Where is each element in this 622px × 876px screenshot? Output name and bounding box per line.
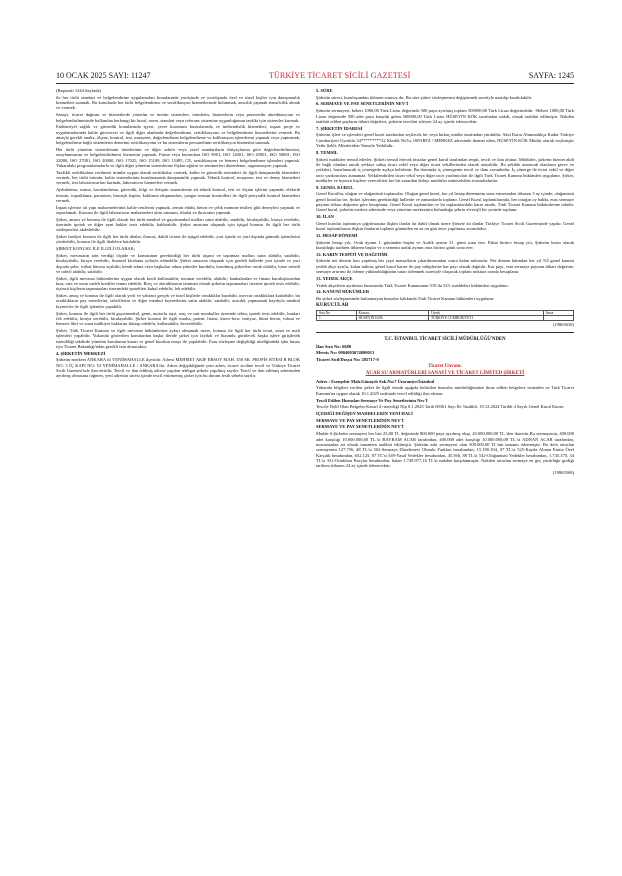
section-title: 12. KARIN TESPİTİ VE DAĞITIMI: [316, 251, 388, 257]
supporting-documents: Tescile Delil Olan Belgeler:Kararl 2+noterliği Nin 8.1.2025 Tarih 00361 Sayı İle Tasdikli, 19.12.2024 Tarihli 4 Sayılı Genel Kurul Kararı: [316, 404, 564, 410]
company-title: ACAR SU ARMATÜRLERİ SANAYİ VE TİCARET LİMİTED ŞİRKETİ: [365, 371, 525, 377]
paragraph: Şirket, ilgili mevzuat hükümlerine uygun olarak kredi kullanabilir, teminat verebilir, alabilir; bankalardan ve finans kuruluşlarından kısa, orta ve uzun vadeli krediler temin edebilir. Borç ve alacaklarının teminatı olarak şirketin taşınmazları üzerine ipotek tesis edebilir, üçüncü kişilerin taşınmazları üzerindeki ipotekleri kabul edebilir, fek edebilir.: [56, 275, 300, 292]
section-text: Şirketin hesap yılı, Ocak ayının 1. gününden başlar ve Aralık ayının 31. günü sona erer. Fakat birinci hesap yılı, Şirketin kesin olarak kurulduğu tarihten itibaren başlar ve o senenin aralık ayının otuz birinci günü sona erer.: [316, 239, 574, 251]
gazette-title: TÜRKİYE TİCARET SİCİLİ GAZETESİ: [268, 70, 411, 80]
table-cell: [544, 315, 574, 320]
amended-subtitle: SERMAYE VE PAY SENETLERİNİN NEV'İ: [316, 424, 404, 430]
trade-name-label: Ticaret Unvanı:: [428, 363, 462, 369]
section-text: Şirketin süresi, kuruluşundan itibaren sınırsız dır. Bu süre şirket sözleşmesini değiştirmek suretiyle uzatılıp kısaltılabilir.: [316, 94, 533, 100]
registry-office-heading: T.C. İSTANBUL TİCARET SİCİLİ MÜDÜRLÜĞÜ'NDEN: [384, 336, 506, 342]
notice-text: Yukarıda bilgileri verilen şirket ile ilgili olarak aşağıda belirtilen hususlar müdürlüğümüze ibraz edilen belgelere istinaden ve Türk Ticaret Kanunu'na uygun olarak 10.1.2025 tarihinde tescil edildiği ilan olunur.: [316, 385, 574, 396]
table-header: İmza: [544, 310, 574, 315]
table-header: Uyruk: [428, 310, 543, 315]
header-date-issue: 10 OCAK 2025 SAYI: 11247: [56, 70, 151, 80]
founders-title: KURUCULAR: [316, 302, 349, 308]
section-title: 4. ŞİRKETİN MERKEZİ: [56, 350, 106, 356]
paragraph: Şirket, konusu ile ilgili her türlü gayrimenkul, gemi, motorlu taşıt, araç ve sair menkuller üzerinde rehin, ipotek tesis edebilir, bunları fek edebilir, kiraya verebilir, kiralayabilir. Şirket konusu ile ilgili marka, patent, lisans, know-how, imtiyaz, ihtira beratı, ruhsat ve benzeri fikri ve sınai mülkiyet haklarını iktisap edebilir, kullanabilir, devredebilir.: [56, 310, 300, 327]
table-cell: HÜSEYİN KÖK: [356, 315, 428, 320]
section-text: Bu şirket sözleşmesinde bulunmayan hususlar hakkında Türk Ticaret Kanunu hükümleri uygulanır.: [316, 296, 495, 302]
right-column: [316, 88, 574, 477]
section-title: 13. YEDEK AKÇE: [316, 275, 353, 281]
reference-number: (19865638): [553, 322, 574, 328]
amended-articles-title: İÇERİĞİ DEĞİŞEN MADDELERİN YENİ HALİ: [316, 410, 413, 416]
section-title: 9. GENEL KURUL: [316, 184, 354, 190]
founders-table: [316, 310, 574, 322]
section-title: 11. HESAP DÖNEMİ: [316, 232, 358, 238]
paragraph: ŞİRKET KONUSU İLE İLGİLİ OLARAK;: [56, 246, 136, 252]
table-cell: 1: [317, 315, 357, 320]
amended-text: Madde 6-Şirketin sermayesi her biri 25,00 TL değerinde 800.000 paya ayrılmış olup, 20.000.000,00 TL.'den ibarettir.Bu sermayenin, 400.000 adet karşılığı 10.000.000,00 TL.'si BAYRAM ACAR tarafından, 400.000 adet karşılığı 10.000.000,00 TL.'si ADNAN ACAR tarafından, muvazaadan ari olarak tamamen taahhüt edilmiştir. Şirketin eski sermayesi olan 500.000,00 TL'nin tamamı ödenmiştir. Bu defa artırılan sermayenin 127.756, 48 TL'si 502-Sermaye Düzeltmesi Olumlu Farkları hesabından, 15.180.104, 07 TL'si 525-Kayda Alınan Emtia Özel Karşılık hesabından, 652.125, 07 TL'si 549-Yasal Yedekler hesabından, 45.566, 88 TL'si 542-Olağanüstü Yedekler hesabından, 1.745.370, 34 TL'si 331-Ortaklara Borçlar hesabından, kalan 1.749.077,16 TL'si nakden karşılanmıştır. Nakden artırılan sermaye en geç yürürlüğe girdiği tarihten itibaren 24 ay içinde ödenecektir.: [316, 431, 574, 469]
table-cell: TÜRKİYE CUMHURİYETİ: [428, 315, 543, 320]
paragraph: Şirket, Türk Ticaret Kanunu ve ilgili mevzuat hükümlerine aykırı olmamak üzere, konusu ile ilgili her türlü ticari, sınai ve mali işlemleri yapabilir. Yukarıda gösterilen konulardan başka ileride şirket için faydalı ve lüzumlu görülecek başka işlere girişilmek istenildiği takdirde yönetim kurulunun kararı ve genel kurulun onayı ile yapılabilir. Esas sözleşme değişikliği niteliğindeki işbu husus için Ticaret Bakanlığı'ndan gerekli izin alınacaktır.: [56, 327, 300, 349]
company-address: Adres : Esenşehir Mah.Günayılı Sok.No:7 Ümraniye/İstanbul: [316, 378, 435, 384]
continuation-note: (Baştarafı 1244.Sayfada): [56, 88, 101, 93]
section-title: 5. SÜRE: [316, 88, 333, 93]
left-column: [56, 88, 300, 380]
paragraph: Tasdikli sertifikalara verilmesi ürünler uygun olarak sertifikalar vermek, kalite ve güvenlik sistemleri ile ilgili danışmanlık hizmetleri vermek, her türlü ürünün, kalite sistemlerinin kurulmasında danışmanlık yapmak. Teknik kontrol, muayene, test ve deney hizmetleri vermek, test laboratuvarları kurmak, laboratuvar hizmetleri vermek.: [56, 169, 300, 186]
page-number: SAYFA: 1245: [528, 70, 574, 80]
paragraph: Endüstriyel sağlık ve güvenlik konularında işyeri, çevre koruması hususlarında ve mühendislik hizmetleri, inşaat proje ve uygulamalarında kalite güvencesi ve ilgili diğer alanlarda değerlendirme, sertifikasyonu ve belgelendirme hizmetlerini vermek. Bu amaçla gerekli analiz, ölçme, kontrol, test, muayene, değerlendirme belgelendirme ve kalibrasyon işlemlerini yapmak veya yaptırmak, belgelendirme bağlı sistemlerin denetimi sertifikasyonu ve bu sistemlerin personelinin sertifikasyon hizmetini sunmak.: [56, 124, 300, 146]
paragraph: ile her türlü standart ve belgelendirme uygulamaları konularında yurtiçinde ve yurtdışında özel ve tüzel kişiler için danışmanlık hizmetleri sunmak. Bu konularda her türlü belgelendirme ve sertifikasyon hizmetlerinde bulunmak, anıcılık yapmak temsilcilik almak ve vermek.: [56, 94, 300, 111]
registered-matters: Tescil Edilen Hususlar:Sermaye Ve Pay Senetlerinin Nev'İ: [316, 397, 428, 403]
amended-subtitle: SERMAYE VE PAY SENETLERİNİN NEV'İ: [316, 417, 404, 423]
section-text: Şirketi müdürler temsil ederler. Şirketi temsil edecek imzalar genel kurul tarafından tespit, tescil ve ilan olunur. Müdürler, şirketin hizmet akdi ile bağlı olanları ancak yetkiye sahip ticari vekil veya diğer ticari vekillerinden olarak atayabilir. Bu şekilde atanacak olanların görev ve yetkileri, hazırlanacak iç yönergede açıkça belirlenir. Bu durumda iç yönergenin tescil ve ilanı zorunludur. İç yönerge ile ticari vekil ve diğer tacir yardımcıları atanamaz. Yetkilendirilen ticari vekil veya diğer tacir yardımcıları ile ilgili Türk Ticaret Kanunu hükümleri uygulanır. Şirket, müdürler ve üçüncü kişilere verecekleri her bir zarardan dolayı müdürler müteselsilen sorumludurlar.: [316, 156, 574, 183]
section-text: Yedek akçelerin ayrılması hususunda Türk Ticaret Kanununun 519 ila 523. maddeleri hükümleri uygulanır.: [316, 282, 509, 288]
paragraph: Şirket, amacı ve konusu ile ilgili olarak her türlü menkul ve gayrimenkul malları satın alabilir, satabilir, kiralayabilir, kiraya verebilir, üzerinde ipotek ve diğer ayni haklar tesis edebilir, kaldırabilir. Şirket amacına ulaşmak için iştigal konusu ile ilgili her türlü sözleşmeleri akdedebilir.: [56, 216, 300, 233]
section-title: 6. SERMAYE VE PAY SENETLERİNİN NEV'İ: [316, 101, 409, 107]
page-header: [56, 69, 574, 81]
paragraph: İnşaat işlerine ait yapı malzemelerinin kalite testlerini yapmak, zemin etüdü, beton ve çelik numune testleri gibi deneyleri yapmak ve raporlamak. Konusu ile ilgili laboratuvar malzemeleri alım satımını, ithalat ve ihracatını yapmak.: [56, 204, 300, 215]
header-divider: [56, 83, 574, 84]
table-header: Kurucu: [356, 310, 428, 315]
section-text: Şirketin sermayesi, beheri 1000,00 Türk Lirası değerinde 500 paya ayrılmış toplam 500000,00 Türk Lirası değerindedir. -Beheri 1000,00 Türk Lirası değerinde 500 adet paya karşılık gelen 500000,00 Türk Lirası HÜSEYİN KÖK tarafından nakdi, olarak taahhüt edilmiştir. Nakden taahhüt edilen payların itibari değerleri, şirketin tescilini izleyen 24 ay içinde ödenecektir.: [316, 108, 574, 124]
notice-number: İlan Sıra No: 6680: [316, 343, 352, 349]
reference-number: (19865568): [553, 469, 574, 475]
paragraph: Aydınlatma, ısıtma, havalandırma, güvenlik, bilgi ve iletişim sistemlerine ait teknik kontrol, test ve ölçüm işlerini yapmak; elektrik tesisatı, topraklama, paratoner, basınçlı kaplar, kaldırma ekipmanları, yangın tesisatı kontrolleri ile ilgili periyodik kontrol hizmetleri vermek.: [56, 187, 300, 203]
table-header: Sıra No: [317, 310, 357, 315]
paragraph: Şirket, mevzuatın izin verdiği ölçüde ve konusunun gerektirdiği her türlü taşınır ve taşınmaz malları satın alabilir, satabilir, kiralayabilir, kiraya verebilir, finansal kiralama yoluyla edinebilir. Şirket amacına ulaşmak için gerekli hallerde yurt içinde ve yurt dışında şube, irtibat bürosu açabilir; kendi adına veya başkaları adına şirketler kurabilir, kurulmuş şirketlere ortak olabilir, hisse senedi ve tahvil alabilir, satabilir.: [56, 252, 300, 274]
table-row: [317, 315, 574, 320]
section-text: Genel kuruluı toplantıya çağrılmasına ilişkin ilanlar da dahil olmak üzere Şirkete ait ilanlar Türkiye Ticaret Sicili Gazetesinde yapılır. Genel kurul toplantılarına ilişkin ilanların toplantı gününden en az on gün önce yapılması zorunludur.: [316, 220, 574, 232]
paragraph: Her türlü yönetim sistemlerinin ürünlerinin ve diğer sektör veya yerel standartların ihtiyaçlarına göre değerlendirilmesini, onaylanmasını ve belgelendirilmesi hizmetini yapmak. Firma veya kurumlara ISO 9001, ISO 14001, ISO 45001, ISO 50001, ISO 22000, ISO 27001, ISO 20000, ISO 17025, ISO 15189, ISO 13485, CE, sertifikasyon ve benzeri belgelendirme işlemleri yapmak. Yukarıdaki programlamalarla ve ilgili diğer yönetim sistemlerine ilişkin eğitim ve seminerleri düzenleme, organizasyon yapmak.: [56, 147, 300, 169]
paragraph: Şirket faaliyet konusu ile ilgili her türlü ithalat, ihracat, dahili ticaret ile iştigal edebilir; yurt içinde ve yurt dışında gümrük işlemlerini yürütebilir, konusu ile ilgili ihalelere katılabilir.: [56, 234, 300, 245]
registry-number: Ticaret Sicil/Dosya No: 285717-0: [316, 357, 379, 363]
paragraph: Şirket, amaç ve konusu ile ilgili olarak yerli ve yabancı gerçek ve tüzel kişilerle ortaklıklar kurabilir, mevcut ortaklıklara katılabilir; bu ortaklıkların pay senetlerini, tahvillerini ve diğer menkul kıymetlerini satın alabilir, satabilir; aracılık yapmamak kaydıyla menkul kıymetler ile ilgili işlemler yapabilir.: [56, 293, 300, 309]
section-text: Şirketin işleri ve işlemleri genel kurul tarafından seçilecek bir veya birkaç müdür tarafından yürütülür. Aksi Karar Alınmadıkça Kadar Türkiye Cumhuriyeti Uyruklu 34*********22 Kimlik No'lu, ISPARTA / MERKEZ adresinde ikamet eden, HÜSEYİN KÖK Müdür olarak seçilmiştir Yetki Şekli: Münferiden Temsile Yetkilidir.: [316, 132, 574, 149]
section-title: 8. TEMSİL: [316, 149, 338, 155]
section-title: 10. İLAN: [316, 214, 335, 220]
section-text: Şirketin merkezi ANKARA ili YENİMAHALLE ilçesidir. Adresi MEHMET AKİF ERSOY MAH. 350 SK. PROFİS SİTESİ B BLOK NO: 3 İÇ KAPI NO: 53 YENİMAHALLE / ANKARA'dır. Adres değişikliğinde yeni adres, ticaret siciline tescil ve Türkiye Ticaret Sicili Gazetesi'nde ilan ettirilir. Tescil ve ilan edilmiş adrese yapılan tebligat şirkete yapılmış sayılır. Tescil ve ilan edilmiş adresinden ayrılmış olmasına rağmen, yeni adresini süresi içinde tescil ettirmemiş şirket için bu durum fesih sebebi sayılır.: [56, 357, 300, 379]
mersis-number: Mersis No: 0004003674000013: [316, 350, 375, 356]
paragraph: Sanayi, ticaret dağıtım ve hizmetlerde yönetim ve üretim sistemleri, ürünlerin, hizmetlerin veya personelin akreditasyonu ve belgelendirilmesinde kullanılan herhangi bir kural, norm, standart veya referans sistemine uygunluğunun tasdiki için sistemler kurmak.: [56, 112, 300, 123]
section-title: 14. KANUNİ HÜKÜMLER: [316, 289, 370, 295]
section-text: Genel Kurullar, olağan ve olağanüstü toplanırlar. Olağan genel kurul, her yıl hesap döneminin sona ermesinden itibaren 3 ay içinde; olağanüstü genel kurullar ise, Şirket işlerinin gerektirdiği hallerde ve zamanlarda toplanır. Genel Kurul toplantılarında, her ortağın oy hakkı, esas sermaye payının itibarı değerine göre hesaplanır. Genel Kurul toplantıları ve bu toplantılardaki karar nisabı, Türk Ticaret Kanunu hükümlerine tabidir. Genel kurul, şirketin merkez adresinde veya yönetim merkezinin bulunduğu şehrin elverişli bir yerinde toplanır.: [316, 191, 574, 213]
notice-divider: [316, 332, 574, 333]
section-title: 7. ŞİRKETİN İDARESİ: [316, 125, 363, 131]
section-text: Şirketin net dönem karı yapılmış her çeşit masrafların çıkarılmasından sonra kalan miktardır. Net dönem kârından her yıl %5 genel kanuni yedek akçe ayrılır, kalan miktar, genel kurul kararı ile pay sahiplerine kar payı olarak dağıtılır. Kar payı, esas sermaye payının itibari değerine, sermaye artırımı ile ödeme yükümlülüğünün tutarı ödenmek suretiyle oluşacak toplam miktara oranla hesaplanır.: [316, 258, 574, 275]
